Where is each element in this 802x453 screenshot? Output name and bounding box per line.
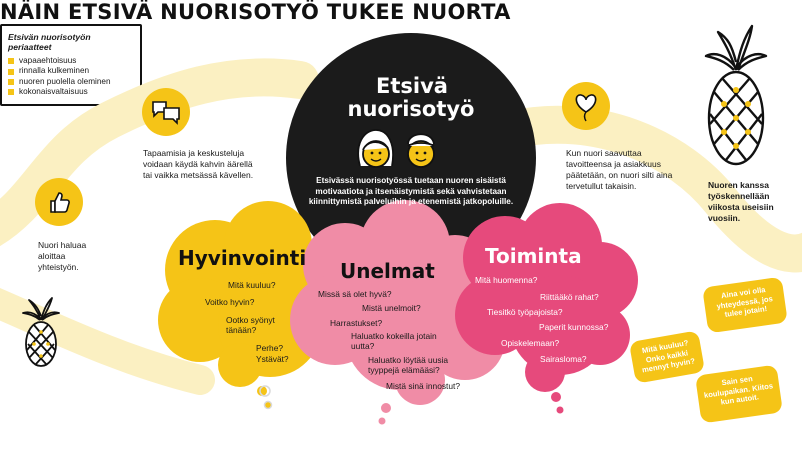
hyvinvointi-question: Ootko syönyt tänään?: [226, 315, 275, 335]
center-text: Etsivässä nuorisotyössä tuetaan nuoren sisäistä motivaatiota ja itsenäistymistä sekä vahvistetaan kiinnittymistä palveluihin ja etenemistä jatkopoluille.: [308, 176, 514, 207]
cloud-toiminta-title: Toiminta: [485, 244, 582, 268]
pineapple-icon: [700, 22, 772, 172]
toiminta-question: Paperit kunnossa?: [539, 322, 609, 332]
step-2-text: Tapaamisia ja keskusteluja voidaan käydä kahvin äärellä tai vaikka metsässä kävellen.: [143, 148, 254, 180]
principles-title: Etsivän nuorisotyön periaatteet: [8, 32, 91, 52]
unelmat-question: Haluatko löytää uusia tyyppejä elämääsi?: [368, 355, 449, 375]
principle-item: kokonaisvaltaisuus: [8, 87, 134, 97]
toiminta-question: Sairasloma?: [540, 354, 587, 364]
duration-text: Nuoren kanssa työskennellään viikosta useisiin vuosiin.: [708, 180, 774, 223]
unelmat-question: Mistä unelmoit?: [362, 303, 421, 313]
unelmat-question: Mistä sinä innostut?: [386, 381, 461, 391]
unelmat-question: Haluatko kokeilla jotain uutta?: [351, 331, 437, 351]
center-title-line2: nuorisotyö: [347, 97, 475, 121]
toiminta-question: Tiesitkö työpajoista?: [487, 307, 563, 317]
cloud-unelmat-title: Unelmat: [340, 259, 435, 283]
speech-bubble: Mitä kuuluu? Onko kaikki mennyt hyvin?: [629, 330, 705, 384]
principle-item: vapaaehtoisuus: [8, 56, 134, 66]
hyvinvointi-question: Perhe?: [256, 343, 284, 353]
heart-balloon-icon: [571, 90, 601, 122]
center-title-line1: Etsivä: [376, 74, 448, 98]
principle-item: rinnalla kulkeminen: [8, 66, 134, 76]
hyvinvointi-question: Ystävät?: [256, 354, 289, 364]
speech-bubbles-icon: [150, 98, 182, 126]
toiminta-question: Opiskelemaan?: [501, 338, 560, 348]
page-title: NÄIN ETSIVÄ NUORISOTYÖ TUKEE NUORTA: [0, 0, 511, 24]
toiminta-question: Riittääkö rahat?: [540, 292, 599, 302]
principle-item: nuoren puolella oleminen: [8, 77, 134, 87]
unelmat-question: Harrastukset?: [330, 318, 383, 328]
pineapple-small-icon: [20, 296, 62, 368]
step-1-text: Nuori haluaa aloittaa yhteistyön.: [38, 240, 87, 272]
hyvinvointi-question: Voitko hyvin?: [205, 297, 255, 307]
step-3-text: Kun nuori saavuttaa tavoitteensa ja asiakkuus päätetään, on nuori silti aina tervetullut takaisin.: [566, 148, 673, 191]
speech-bubble: Aina voi olla yhteydessä, jos tulee jotain!: [702, 277, 788, 334]
thumbs-up-icon: [45, 188, 73, 216]
step-2-badge: [142, 88, 190, 136]
step-3-badge: [562, 82, 610, 130]
speech-bubble: Sain sen koulupaikan. Kiitos kun autoit.: [695, 365, 783, 424]
faces-icon: [352, 126, 448, 174]
step-1-badge: [35, 178, 83, 226]
unelmat-question: Missä sä olet hyvä?: [318, 289, 392, 299]
cloud-hyvinvointi-title: Hyvinvointi: [178, 246, 307, 270]
toiminta-question: Mitä huomenna?: [475, 275, 538, 285]
hyvinvointi-question: Mitä kuuluu?: [228, 280, 276, 290]
